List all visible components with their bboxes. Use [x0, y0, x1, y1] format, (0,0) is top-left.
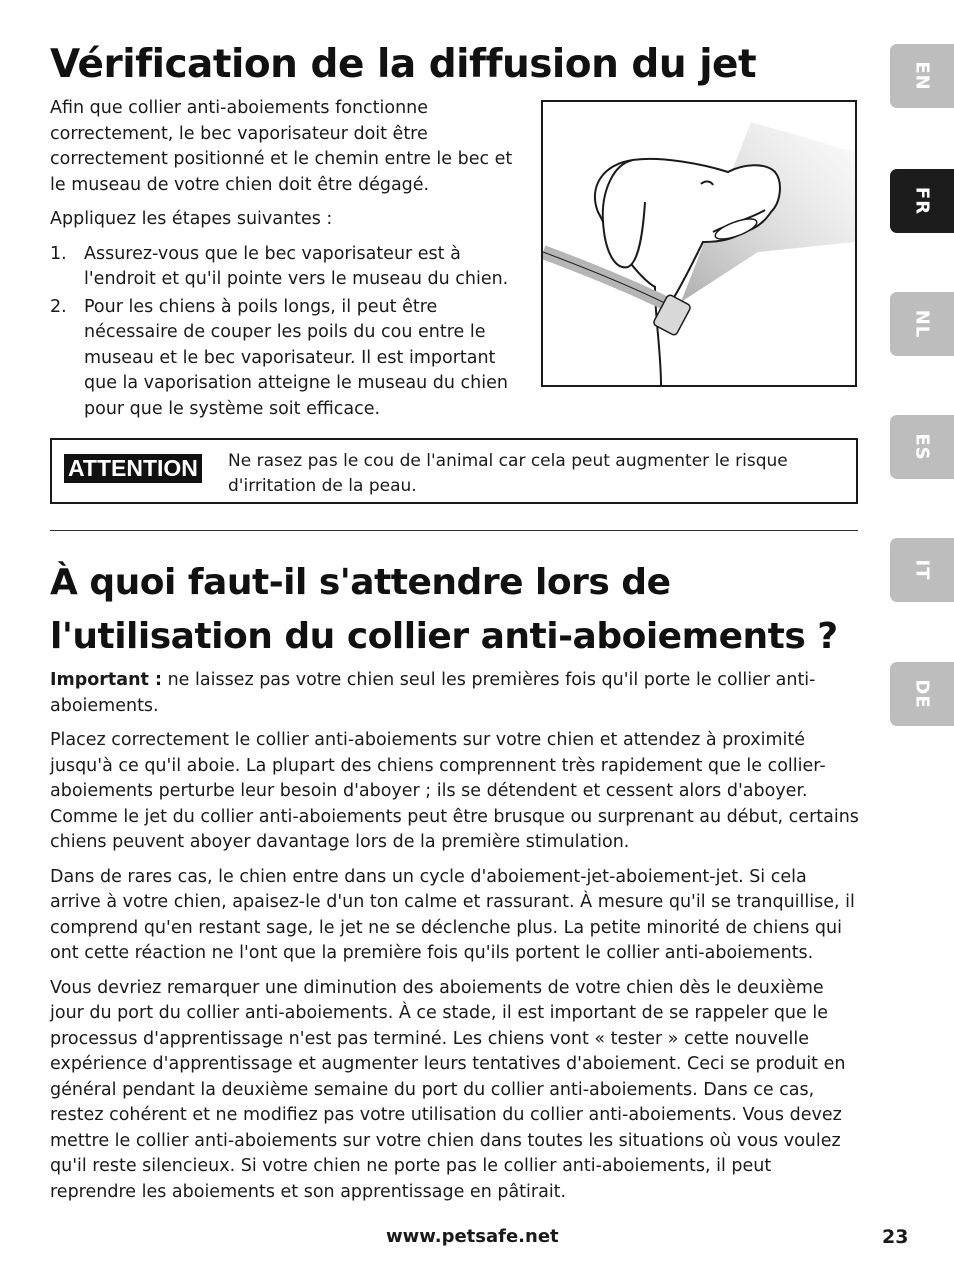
- step-number: 2.: [50, 296, 67, 317]
- steps-intro: Appliquez les étapes suivantes :: [50, 209, 333, 229]
- tab-label: ES: [911, 433, 933, 461]
- dog-spray-drawing: [543, 102, 855, 385]
- step-item: [50, 295, 530, 423]
- attention-badge: ATTENTION: [64, 454, 202, 483]
- tab-label: IT: [911, 559, 933, 581]
- attention-box: [50, 438, 858, 504]
- body-paragraph: Placez correctement le collier anti-aboiements sur votre chien et attendez à proximité jusqu'à ce qu'il aboie. La plupart des chiens comprennent très rapidement que le collier-aboiements perturbe leur besoin d'aboyer ; ils se détendent et cessent alors d'aboyer. Comme le jet du collier anti-aboiements peut être brusque ou surprenant au début, certains chiens peuvent aboyer davantage lors de la première stimulation.: [50, 730, 859, 852]
- step-number: 1.: [50, 243, 67, 264]
- what-to-expect-body: [50, 668, 860, 1214]
- tab-label: FR: [911, 186, 933, 216]
- important-text: ne laissez pas votre chien seul les premières fois qu'il porte le collier anti-aboiements.: [50, 670, 816, 716]
- section-title-what-to-expect: À quoi faut-il s'attendre lors de l'utilisation du collier anti-aboiements ?: [50, 562, 838, 657]
- important-label: Important :: [50, 670, 163, 690]
- dog-collar-illustration: [541, 100, 857, 387]
- intro-paragraph: Afin que collier anti-aboiements fonctionne correctement, le bec vaporisateur doit être correctement positionné et le chemin entre le bec et le museau de votre chien doit être dégagé.: [50, 98, 513, 195]
- tab-label: EN: [911, 61, 933, 91]
- tab-label: NL: [911, 309, 933, 339]
- steps-list: [50, 242, 530, 423]
- footer-website: www.petsafe.net: [386, 1226, 559, 1247]
- body-paragraph: Dans de rares cas, le chien entre dans un cycle d'aboiement-jet-aboiement-jet. Si cela arrive à votre chien, apaisez-le d'un ton calme et rassurant. À mesure qu'il se tranquillise, il comprend qu'en restant sage, le jet ne se déclenche plus. La petite minorité de chiens qui ont cette réaction ne l'ont que la première fois qu'ils portent le collier anti-aboiements.: [50, 866, 855, 963]
- language-tabs: [890, 0, 954, 1272]
- section-title-spray-check: Vérification de la diffusion du jet: [50, 42, 757, 87]
- tab-fr[interactable]: [890, 169, 954, 233]
- section-divider: [50, 530, 858, 531]
- tab-nl[interactable]: [890, 292, 954, 356]
- attention-text: Ne rasez pas le cou de l'animal car cela peut augmenter le risque d'irritation de la peau.: [228, 451, 788, 496]
- tab-de[interactable]: [890, 662, 954, 726]
- page-number: 23: [882, 1226, 909, 1248]
- tab-label: DE: [911, 679, 933, 709]
- step-text: Assurez-vous que le bec vaporisateur est à l'endroit et qu'il pointe vers le museau du chien.: [84, 243, 509, 289]
- body-paragraph: Vous devriez remarquer une diminution des aboiements de votre chien dès le deuxième jour du port du collier anti-aboiements. À ce stade, il est important de se rappeler que le processus d'apprentissage n'est pas terminé. Les chiens vont « tester » cette nouvelle expérience d'apprentissage et augmenter leurs tentatives d'aboiement. Ceci se produit en général pendant la deuxième semaine du port du collier anti-aboiements. Dans ce cas, restez cohérent et ne modifiez pas votre utilisation du collier anti-aboiements. Vous devez mettre le collier anti-aboiements sur votre chien dans toutes les situations où vous voulez qu'il reste silencieux. Si votre chien ne porte pas le collier anti-aboiements, il peut reprendre les aboiements et son apprentissage en pâtirait.: [50, 977, 846, 1202]
- tab-es[interactable]: [890, 415, 954, 479]
- spray-check-instructions: [50, 96, 530, 424]
- step-item: [50, 242, 530, 293]
- tab-it[interactable]: [890, 538, 954, 602]
- important-note: [50, 668, 860, 719]
- step-text: Pour les chiens à poils longs, il peut être nécessaire de couper les poils du cou entre le museau et le bec vaporisateur. Il est important que la vaporisation atteigne le museau du chien pour que le système soit efficace.: [84, 296, 508, 419]
- tab-en[interactable]: [890, 44, 954, 108]
